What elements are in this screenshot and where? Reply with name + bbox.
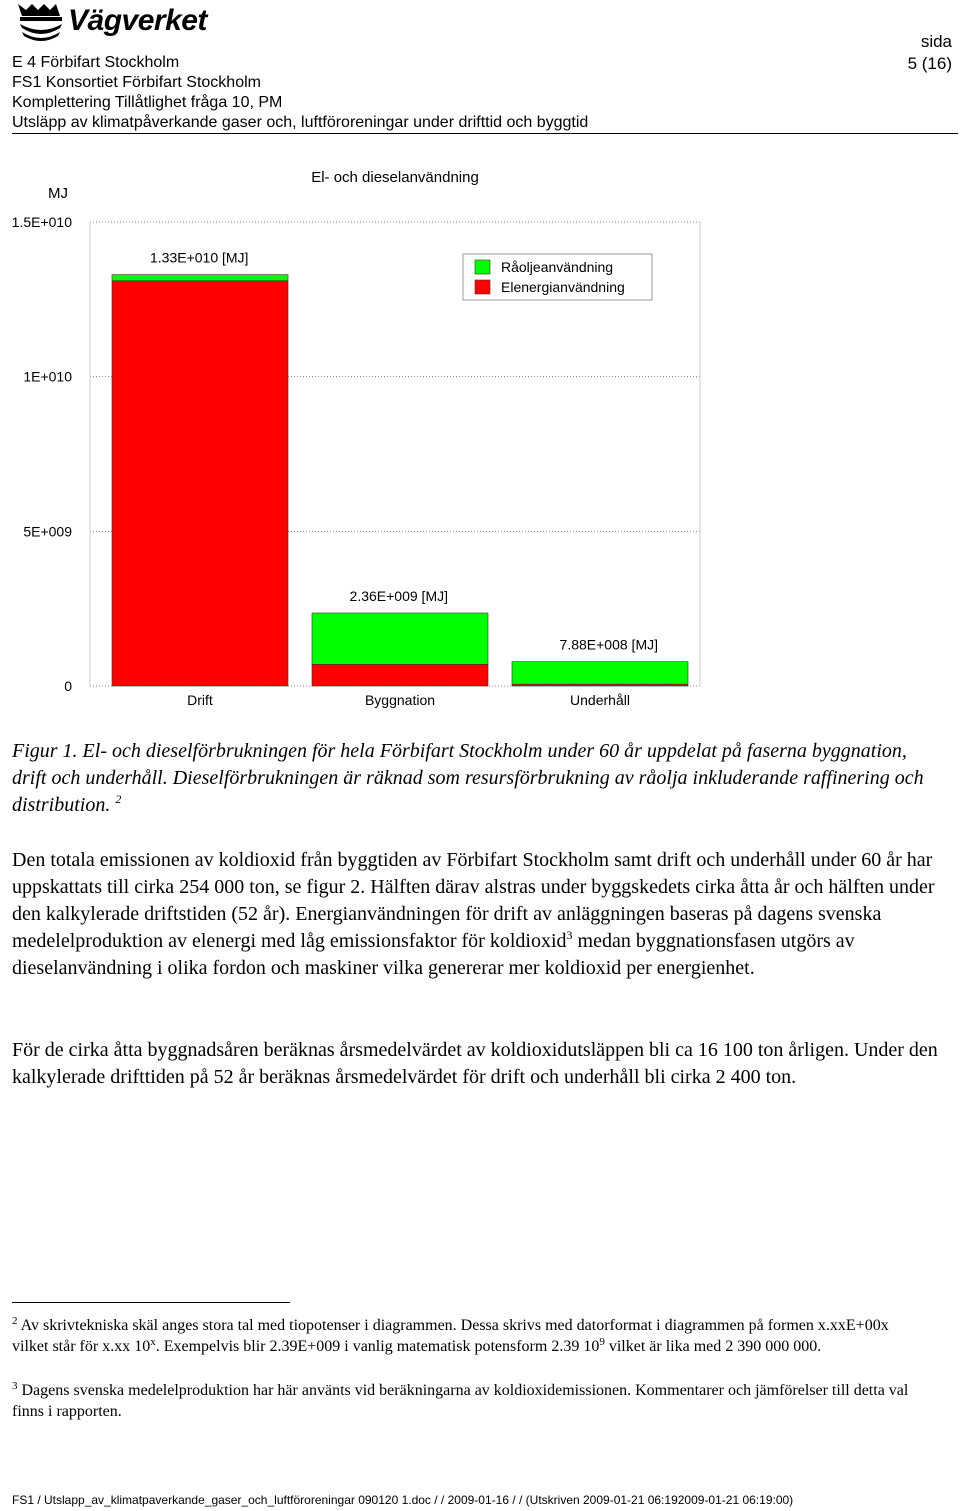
bar-total-label: 1.33E+010 [MJ]: [150, 249, 249, 266]
y-tick-label: 1.5E+010: [11, 214, 72, 230]
page-label: sida: [920, 32, 952, 51]
footnote-2-number: 2: [12, 1315, 18, 1327]
y-tick-label: 1E+010: [23, 368, 72, 385]
header-subject: Utsläpp av klimatpåverkande gaser och, luftföroreningar under drifttid och byggtid: [12, 114, 589, 131]
legend-label: Elenergianvändning: [501, 279, 625, 295]
legend-label: Råoljeanvändning: [501, 259, 614, 275]
paragraph-emissions-text-b: medan byggnationsfasen utgörs av dieselanvändning i olika fordon och maskiner vilka genererar mer koldioxid per energienhet.: [12, 930, 855, 979]
footnote-2-text-c: vilket är lika med 2 390 000 000.: [604, 1338, 822, 1355]
footnote-divider: [12, 1302, 290, 1303]
legend-swatch: [475, 260, 490, 274]
energy-use-chart: [0, 140, 960, 720]
page-number: 5 (16): [907, 54, 952, 73]
paragraph-emissions: [12, 847, 942, 982]
caption-text: Figur 1. El- och dieselförbrukningen för hela Förbifart Stockholm under 60 år uppdelat på faserna byggnation, drift och underhåll. Dieselförbrukningen är räknad som resursförbrukning av råolja inkluderande raffinering och distribution.: [12, 740, 924, 816]
y-axis-unit: MJ: [48, 185, 68, 202]
paragraph-emissions-text-a: Den totala emissionen av koldioxid från byggtiden av Förbifart Stockholm samt drift och underhåll under 60 år har uppskattats till cirka 254 000 ton, se figur 2. Hälften därav alstras under byggskedets cirka åtta år och hälften under den kalkylerade driftstiden (52 år). Energianvändningen för drift av anläggningen baseras på dagens svenska medelelproduktion av elenergi med låg emissionsfaktor för koldioxid: [12, 849, 935, 952]
footnote-2-exponent-x: x: [150, 1336, 156, 1348]
bar-segment: [112, 281, 288, 686]
footnote-2: [12, 1315, 912, 1357]
bar-segment: [512, 662, 688, 685]
header-consortium: FS1 Konsortiet Förbifart Stockholm: [12, 74, 261, 91]
footnote-3: [12, 1380, 912, 1422]
y-tick-label: 5E+009: [23, 523, 72, 540]
x-tick-label: Underhåll: [570, 692, 630, 708]
paragraph-annual-average: För de cirka åtta byggnadsåren beräknas årsmedelvärdet av koldioxidutsläppen bli ca 16 100 ton årligen. Under den kalkylerade drifttiden på 52 år beräknas årsmedelvärdet för drift och underhåll bli cirka 2 400 ton.: [12, 1039, 938, 1088]
header-project: E 4 Förbifart Stockholm: [12, 54, 180, 71]
figure-caption: [12, 738, 932, 819]
caption-footnote-ref: 2: [115, 792, 122, 806]
bar-total-label: 2.36E+009 [MJ]: [349, 587, 448, 604]
bar-segment: [112, 275, 288, 281]
footnote-2-text-b: . Exempelvis blir 2.39E+009 i vanlig matematisk potensform 2.39 10: [155, 1338, 600, 1355]
logo-wordmark: Vägverket: [68, 4, 207, 37]
page-footer: FS1 / Utslapp_av_klimatpaverkande_gaser_och_luftföroreningar 090120 1.doc / / 2009-01-16 / / (Utskriven 2009-01-21 06:192009-01-21 06:19:00): [12, 1493, 794, 1507]
header-divider: [12, 133, 958, 134]
bar-total-label: 7.88E+008 [MJ]: [559, 636, 658, 653]
footnote-2-text-a: Av skrivtekniska skäl anges stora tal med tiopotenser i diagrammen. Dessa skrivs med datorformat i diagrammen på formen x.xxE+00x vilket står för x.xx 10: [12, 1317, 889, 1355]
header-document: Komplettering Tillåtlighet fråga 10, PM: [12, 94, 283, 111]
footnote-2-exponent-9: 9: [599, 1336, 605, 1348]
footnote-3-number: 3: [12, 1380, 18, 1392]
legend-swatch: [475, 280, 490, 294]
bar-segment: [312, 664, 488, 686]
bar-segment: [312, 613, 488, 664]
x-tick-label: Byggnation: [364, 692, 436, 708]
y-tick-label: 0: [64, 678, 72, 694]
chart-title: El- och dieselanvändning: [311, 169, 479, 186]
footnote-ref-3: 3: [566, 928, 573, 942]
x-tick-label: Drift: [187, 692, 213, 708]
crown-emblem-icon: [18, 4, 62, 41]
footnote-3-text: Dagens svenska medelelproduktion har här använts vid beräkningarna av koldioxidemissionen. Kommentarer och jämförelser till detta val finns i rapporten.: [12, 1382, 909, 1420]
